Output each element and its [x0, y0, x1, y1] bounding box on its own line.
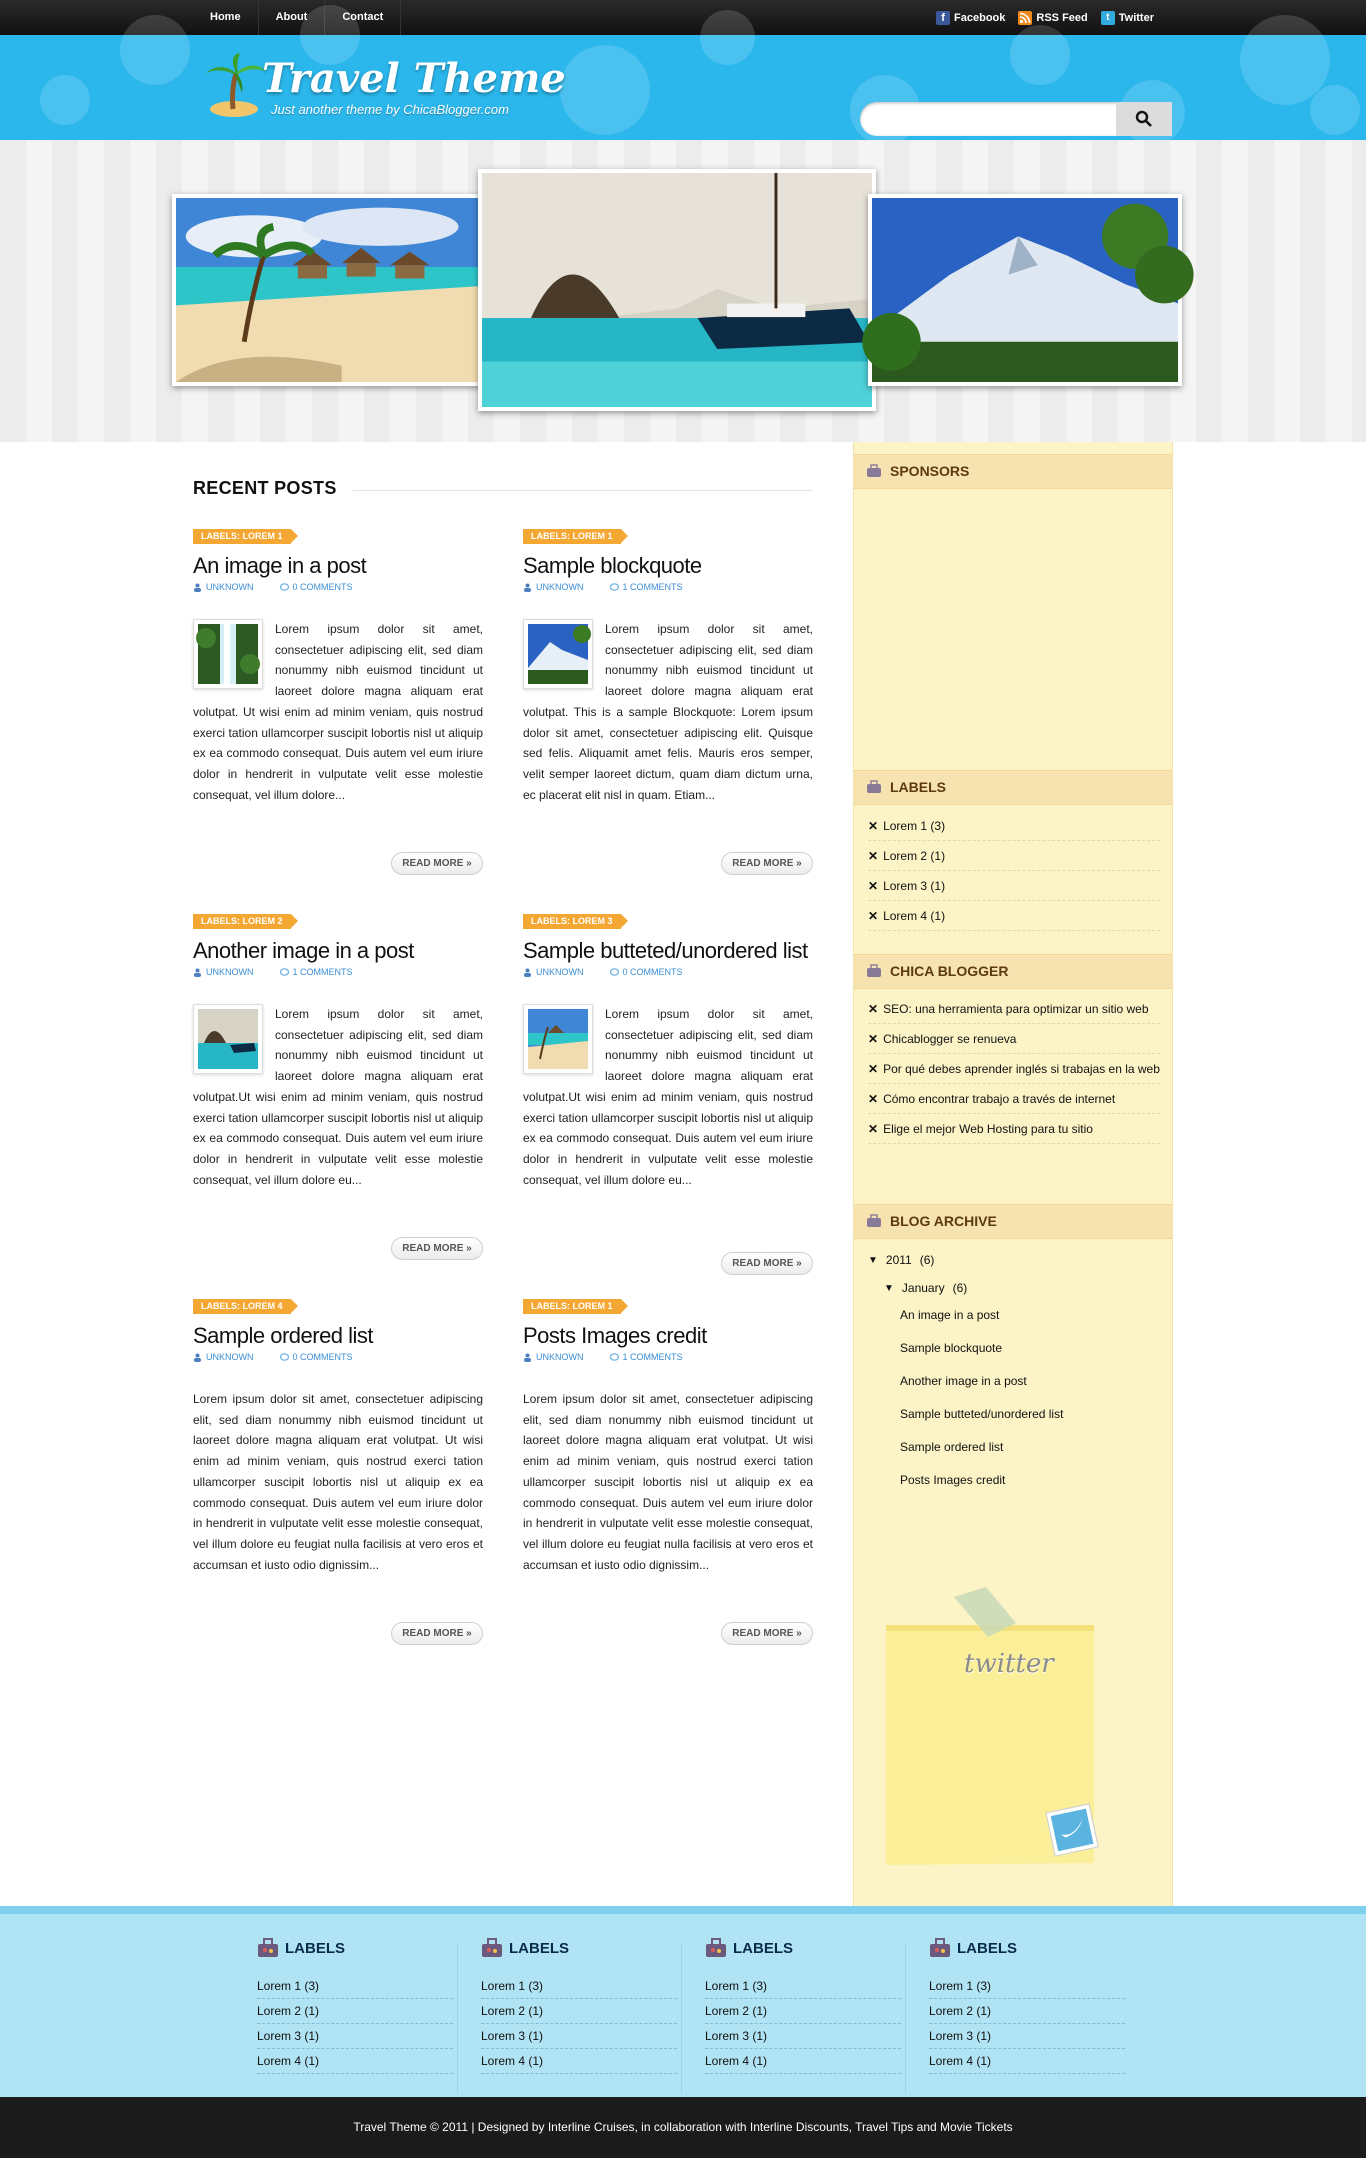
- search-input[interactable]: [874, 102, 1114, 136]
- post-card: [523, 911, 813, 1269]
- post-label[interactable]: LABELS: LOREM 2: [193, 914, 291, 929]
- footer-column-title-text: LABELS: [957, 1939, 1017, 1957]
- triangle-down-icon: ▼: [868, 1254, 878, 1266]
- footer-column: [481, 1936, 677, 2074]
- archive-month-label: January: [901, 1281, 945, 1295]
- post-card: [193, 526, 483, 875]
- post-meta: [523, 1350, 813, 1364]
- label-text: Lorem 4 (1): [883, 909, 946, 923]
- luggage-icon: [257, 1938, 279, 1958]
- post-comments[interactable]: [280, 1350, 353, 1364]
- post-body-text: Lorem ipsum dolor sit amet, consectetuer adipiscing elit, sed diam nonummy nibh euismod tincidunt ut laoreet dolore magna aliquam erat volutpat. This is a sample Blockquote: Lorem ipsum dolor sit amet, consectetuer adipiscing elit. Quisque sed felis. Aliquamit amet felis. Mauris eros semper, velit semper laoreet dictum, quam diam dictum urna, ec placerat elit nisl in quam. Etiam...: [523, 622, 813, 802]
- comment-icon: [280, 968, 289, 977]
- footer-label-item[interactable]: Lorem 3 (1): [481, 2024, 677, 2049]
- x-bullet-icon: ✕: [868, 1032, 879, 1046]
- post-author[interactable]: [193, 580, 254, 594]
- read-more-button[interactable]: READ MORE »: [391, 1622, 483, 1645]
- label-text: Lorem 1 (3): [883, 819, 946, 833]
- archive-month-count: (6): [952, 1281, 968, 1295]
- feed-item-text: Por qué debes aprender inglés si trabajas en la web: [883, 1062, 1160, 1076]
- post-excerpt: [523, 1004, 813, 1190]
- footer-label-item[interactable]: Lorem 2 (1): [705, 1999, 901, 2024]
- archive-post-link[interactable]: Another image in a post: [900, 1374, 1027, 1388]
- x-bullet-icon: ✕: [868, 849, 879, 863]
- post-author[interactable]: [523, 965, 584, 979]
- post-excerpt: [193, 619, 483, 805]
- luggage-icon: [929, 1938, 951, 1958]
- twitter-icon: t: [1101, 11, 1115, 25]
- post-meta: [193, 580, 483, 594]
- feed-item-text: Chicablogger se renueva: [883, 1032, 1017, 1046]
- post-excerpt: [193, 1389, 483, 1575]
- featured-slider: [0, 140, 1366, 442]
- widget-title-blog-archive: [854, 1204, 1172, 1239]
- widget-title-text: LABELS: [890, 779, 946, 795]
- post-meta: [193, 965, 483, 979]
- search-icon: [1135, 110, 1153, 128]
- rss-icon: [1018, 11, 1032, 25]
- archive-month[interactable]: [868, 1278, 1160, 1298]
- read-more-button[interactable]: READ MORE »: [721, 1252, 813, 1275]
- label-item[interactable]: [868, 841, 1160, 871]
- user-icon: [523, 968, 532, 977]
- post-thumbnail[interactable]: [193, 1004, 263, 1074]
- post-card: [523, 1296, 813, 1645]
- archive-post-link[interactable]: An image in a post: [900, 1308, 1000, 1322]
- luggage-icon: [705, 1938, 727, 1958]
- post-body-text: Lorem ipsum dolor sit amet, consectetuer adipiscing elit, sed diam nonummy nibh euismod tincidunt ut laoreet dolore magna aliquam erat volutpat.Ut wisi enim ad minim veniam, quis nostrud exerci tation ullamcorper suscipit lobortis nisl ut aliquip ex ea commodo consequat. Duis autem vel eum iriure dolor in hendrerit in vulputate velit esse molestie consequat, vel illum dolore eu...: [523, 1007, 813, 1187]
- post-comments[interactable]: [280, 580, 353, 594]
- post-thumbnail[interactable]: [523, 619, 593, 689]
- luggage-icon: [866, 780, 882, 794]
- archive-post-link[interactable]: Sample ordered list: [900, 1440, 1004, 1454]
- search-button[interactable]: [1116, 102, 1172, 136]
- widget-title-chica-blogger: [854, 954, 1172, 989]
- footer-label-item[interactable]: Lorem 4 (1): [929, 2049, 1125, 2074]
- footer-divider: [905, 1944, 906, 2094]
- comment-icon: [280, 1353, 289, 1362]
- comments-count: 1 COMMENTS: [622, 1352, 683, 1362]
- post-label[interactable]: LABELS: LOREM 3: [523, 914, 621, 929]
- slider-photo-beach[interactable]: [172, 194, 484, 386]
- sticky-note-image: [876, 1587, 1150, 1887]
- footer-column-title-text: LABELS: [285, 1939, 345, 1957]
- sea-cave-boat-image: [482, 173, 872, 407]
- footer-label-item[interactable]: Lorem 1 (3): [481, 1974, 677, 1999]
- comments-count: 0 COMMENTS: [292, 1352, 353, 1362]
- footer-label-item[interactable]: Lorem 1 (3): [929, 1974, 1125, 1999]
- snowy-mountain-image: [872, 198, 1178, 382]
- widget-title-text: CHICA BLOGGER: [890, 963, 1009, 979]
- x-bullet-icon: ✕: [868, 1122, 879, 1136]
- post-thumbnail[interactable]: [193, 619, 263, 689]
- mountain-thumb-image: [528, 624, 588, 684]
- footer-labels-list: [929, 1974, 1125, 2074]
- footer-divider: [457, 1944, 458, 2094]
- comments-count: 1 COMMENTS: [622, 582, 683, 592]
- author-name: UNKNOWN: [536, 582, 584, 592]
- luggage-icon: [481, 1938, 503, 1958]
- author-name: UNKNOWN: [536, 1352, 584, 1362]
- footer: [0, 1906, 1366, 2097]
- widget-title-text: SPONSORS: [890, 463, 970, 479]
- user-icon: [523, 583, 532, 592]
- post-author[interactable]: [523, 580, 584, 594]
- chica-blogger-list: [868, 994, 1160, 1144]
- feed-item[interactable]: [868, 1054, 1160, 1084]
- section-divider: [353, 490, 813, 491]
- beach-huts-image: [176, 198, 480, 382]
- footer-label-item[interactable]: Lorem 4 (1): [705, 2049, 901, 2074]
- bubble-decor: [1310, 85, 1360, 135]
- post-comments[interactable]: [610, 1350, 683, 1364]
- archive-year[interactable]: [868, 1250, 1160, 1270]
- post-body-text: Lorem ipsum dolor sit amet, consectetuer adipiscing elit, sed diam nonummy nibh euismod tincidunt ut laoreet dolore magna aliquam erat volutpat. Ut wisi enim ad minim veniam, quis nostrud exerci tation ullamcorper suscipit lobortis nisl ut aliquip ex ea commodo consequat. Duis autem vel eum iriure dolor in hendrerit in vulputate velit esse molestie consequat, vel illum dolore eu feugiat nulla facilisis at vero eros et accumsan et iusto odio dignissim...: [193, 1392, 483, 1572]
- post-card: [193, 911, 483, 1260]
- footer-labels-list: [481, 1974, 677, 2074]
- waterfall-thumb-image: [198, 624, 258, 684]
- facebook-icon: f: [936, 11, 950, 25]
- label-item[interactable]: [868, 871, 1160, 901]
- twitter-note-text: twitter: [964, 1649, 1054, 1679]
- post-comments[interactable]: [610, 965, 683, 979]
- comment-icon: [610, 1353, 619, 1362]
- archive-post-link[interactable]: Sample butteted/unordered list: [900, 1407, 1064, 1421]
- post-excerpt: [523, 1389, 813, 1575]
- nav-about[interactable]: About: [259, 0, 326, 35]
- read-more-button[interactable]: READ MORE »: [391, 852, 483, 875]
- bubble-decor: [40, 75, 90, 125]
- widget-title-sponsors: [854, 454, 1172, 489]
- post-title[interactable]: Sample ordered list: [193, 1323, 374, 1348]
- post-author[interactable]: [193, 965, 254, 979]
- post-label[interactable]: LABELS: LOREM 1: [193, 529, 291, 544]
- label-text: Lorem 3 (1): [883, 879, 946, 893]
- post-body-text: Lorem ipsum dolor sit amet, consectetuer adipiscing elit, sed diam nonummy nibh euismod tincidunt ut laoreet dolore magna aliquam erat volutpat. Ut wisi enim ad minim veniam, quis nostrud exerci tation ullamcorper suscipit lobortis nisl ut aliquip ex ea commodo consequat. Duis autem vel eum iriure dolor in hendrerit in vulputate velit esse molestie consequat, vel illum dolore eu feugiat nulla facilisis at vero eros et accumsan et iusto odio dignissim...: [523, 1392, 813, 1572]
- post-thumbnail[interactable]: [523, 1004, 593, 1074]
- label-item[interactable]: [868, 811, 1160, 841]
- footer-column-title-text: LABELS: [509, 1939, 569, 1957]
- section-title: RECENT POSTS: [193, 478, 337, 498]
- search-box: [860, 102, 1172, 136]
- post-excerpt: [523, 619, 813, 805]
- copyright-text: Travel Theme © 2011 | Designed by Interline Cruises, in collaboration with Interline Discounts, Travel Tips and Movie Tickets: [353, 2120, 1013, 2134]
- footer-column-title: [481, 1936, 677, 1960]
- label-item[interactable]: [868, 901, 1160, 931]
- bubble-decor: [120, 15, 190, 85]
- footer-divider: [681, 1944, 682, 2094]
- footer-column-title-text: LABELS: [733, 1939, 793, 1957]
- footer-column: [257, 1936, 453, 2074]
- post-label[interactable]: LABELS: LOREM 4: [193, 1299, 291, 1314]
- footer-label-item[interactable]: Lorem 4 (1): [481, 2049, 677, 2074]
- feed-item[interactable]: [868, 1024, 1160, 1054]
- archive-post-link[interactable]: Posts Images credit: [900, 1473, 1006, 1487]
- read-more-button[interactable]: READ MORE »: [391, 1237, 483, 1260]
- x-bullet-icon: ✕: [868, 1002, 879, 1016]
- footer-column-title: [257, 1936, 453, 1960]
- post-body-text: Lorem ipsum dolor sit amet, consectetuer adipiscing elit, sed diam nonummy nibh euismod tincidunt ut laoreet dolore magna aliquam erat volutpat.Ut wisi enim ad minim veniam, quis nostrud exerci tation ullamcorper suscipit lobortis nisl ut aliquip ex ea commodo consequat. Duis autem vel eum iriure dolor in hendrerit in vulputate velit esse molestie consequat, vel illum dolore eu...: [193, 1007, 483, 1187]
- site-tagline: Just another theme by ChicaBlogger.com: [271, 102, 509, 117]
- site-title[interactable]: Travel Theme: [262, 55, 566, 102]
- bubble-decor: [700, 10, 755, 65]
- user-icon: [523, 1353, 532, 1362]
- footer-column: [929, 1936, 1125, 2074]
- post-title[interactable]: Sample blockquote: [523, 553, 702, 578]
- archive-post-link[interactable]: Sample blockquote: [900, 1341, 1003, 1355]
- post-title[interactable]: An image in a post: [193, 553, 367, 578]
- label-text: Lorem 2 (1): [883, 849, 946, 863]
- luggage-icon: [866, 1214, 882, 1228]
- archive-year-count: (6): [919, 1253, 935, 1267]
- footer-label-item[interactable]: Lorem 2 (1): [257, 1999, 453, 2024]
- comments-count: 0 COMMENTS: [622, 967, 683, 977]
- comment-icon: [610, 968, 619, 977]
- widget-title-labels: [854, 770, 1172, 805]
- nav-contact[interactable]: Contact: [325, 0, 401, 35]
- twitter-label: Twitter: [1118, 11, 1154, 24]
- footer-label-item[interactable]: Lorem 1 (3): [257, 1974, 453, 1999]
- author-name: UNKNOWN: [206, 582, 254, 592]
- comment-icon: [280, 583, 289, 592]
- post-author[interactable]: [193, 1350, 254, 1364]
- post-author[interactable]: [523, 1350, 584, 1364]
- nav-home[interactable]: Home: [193, 0, 259, 35]
- footer-label-item[interactable]: Lorem 4 (1): [257, 2049, 453, 2074]
- comments-count: 1 COMMENTS: [292, 967, 353, 977]
- feed-item-text: Elige el mejor Web Hosting para tu sitio: [883, 1122, 1093, 1136]
- post-comments[interactable]: [280, 965, 353, 979]
- read-more-button[interactable]: READ MORE »: [721, 1622, 813, 1645]
- twitter-link[interactable]: [1101, 11, 1154, 25]
- footer-label-item[interactable]: Lorem 3 (1): [257, 2024, 453, 2049]
- user-icon: [193, 583, 202, 592]
- archive-year-label: 2011: [885, 1253, 912, 1267]
- bubble-decor: [1010, 25, 1070, 85]
- luggage-icon: [866, 964, 882, 978]
- user-icon: [193, 1353, 202, 1362]
- widget-title-text: BLOG ARCHIVE: [890, 1213, 997, 1229]
- feed-item[interactable]: [868, 994, 1160, 1024]
- author-name: UNKNOWN: [536, 967, 584, 977]
- user-icon: [193, 968, 202, 977]
- post-excerpt: [193, 1004, 483, 1190]
- rss-label: RSS Feed: [1036, 11, 1088, 24]
- footer-column-title: [705, 1936, 901, 1960]
- post-meta: [193, 1350, 483, 1364]
- facebook-label: Facebook: [954, 11, 1006, 24]
- site-header: [0, 35, 1366, 140]
- sidebar: [853, 442, 1173, 1906]
- bubble-decor: [560, 45, 650, 135]
- x-bullet-icon: ✕: [868, 909, 879, 923]
- luggage-icon: [866, 464, 882, 478]
- slider-photo-mountain[interactable]: [868, 194, 1182, 386]
- comments-count: 0 COMMENTS: [292, 582, 353, 592]
- post-title[interactable]: Posts Images credit: [523, 1323, 707, 1348]
- post-label[interactable]: LABELS: LOREM 1: [523, 1299, 621, 1314]
- footer-column-title: [929, 1936, 1125, 1960]
- slider-photo-cove[interactable]: [478, 169, 876, 411]
- facebook-link[interactable]: [936, 11, 1005, 25]
- footer-labels-list: [257, 1974, 453, 2074]
- post-comments[interactable]: [610, 580, 683, 594]
- x-bullet-icon: ✕: [868, 819, 879, 833]
- footer-label-item[interactable]: Lorem 1 (3): [705, 1974, 901, 1999]
- author-name: UNKNOWN: [206, 967, 254, 977]
- post-card: [193, 1296, 483, 1645]
- footer-column: [705, 1936, 901, 2074]
- cove-thumb-image: [198, 1009, 258, 1069]
- triangle-down-icon: ▼: [884, 1282, 894, 1294]
- rss-link[interactable]: [1018, 11, 1087, 25]
- palm-island-logo-icon: [198, 51, 270, 121]
- footer-label-item[interactable]: Lorem 3 (1): [929, 2024, 1125, 2049]
- post-title[interactable]: Sample butteted/unordered list: [523, 938, 808, 963]
- labels-list: [868, 811, 1160, 931]
- x-bullet-icon: ✕: [868, 1062, 879, 1076]
- post-title[interactable]: Another image in a post: [193, 938, 414, 963]
- beach-thumb-image: [528, 1009, 588, 1069]
- feed-item[interactable]: [868, 1114, 1160, 1144]
- post-meta: [523, 965, 813, 979]
- copyright-bar: [0, 2097, 1366, 2158]
- feed-item-text: Cómo encontrar trabajo a través de internet: [883, 1092, 1116, 1106]
- x-bullet-icon: ✕: [868, 879, 879, 893]
- post-body-text: Lorem ipsum dolor sit amet, consectetuer adipiscing elit, sed diam nonummy nibh euismod tincidunt ut laoreet dolore magna aliquam erat volutpat. Ut wisi enim ad minim veniam, quis nostrud exerci tation ullamcorper suscipit lobortis nisl ut aliquip ex ea commodo consequat. Duis autem vel eum iriure dolor in hendrerit in vulputate velit esse molestie consequat, vel illum dolore...: [193, 622, 483, 802]
- top-nav: [193, 0, 401, 35]
- footer-label-item[interactable]: Lorem 2 (1): [481, 1999, 677, 2024]
- feed-item-text: SEO: una herramienta para optimizar un sitio web: [883, 1002, 1149, 1016]
- top-bar: [0, 0, 1366, 35]
- footer-label-item[interactable]: Lorem 2 (1): [929, 1999, 1125, 2024]
- x-bullet-icon: ✕: [868, 1092, 879, 1106]
- post-label[interactable]: LABELS: LOREM 1: [523, 529, 621, 544]
- footer-label-item[interactable]: Lorem 3 (1): [705, 2024, 901, 2049]
- comment-icon: [610, 583, 619, 592]
- read-more-button[interactable]: READ MORE »: [721, 852, 813, 875]
- feed-item[interactable]: [868, 1084, 1160, 1114]
- author-name: UNKNOWN: [206, 1352, 254, 1362]
- post-meta: [523, 580, 813, 594]
- twitter-note-widget[interactable]: [876, 1587, 1150, 1887]
- post-card: [523, 526, 813, 875]
- archive-post-list: [868, 1304, 1160, 1502]
- blog-archive-tree: [868, 1250, 1160, 1502]
- footer-labels-list: [705, 1974, 901, 2074]
